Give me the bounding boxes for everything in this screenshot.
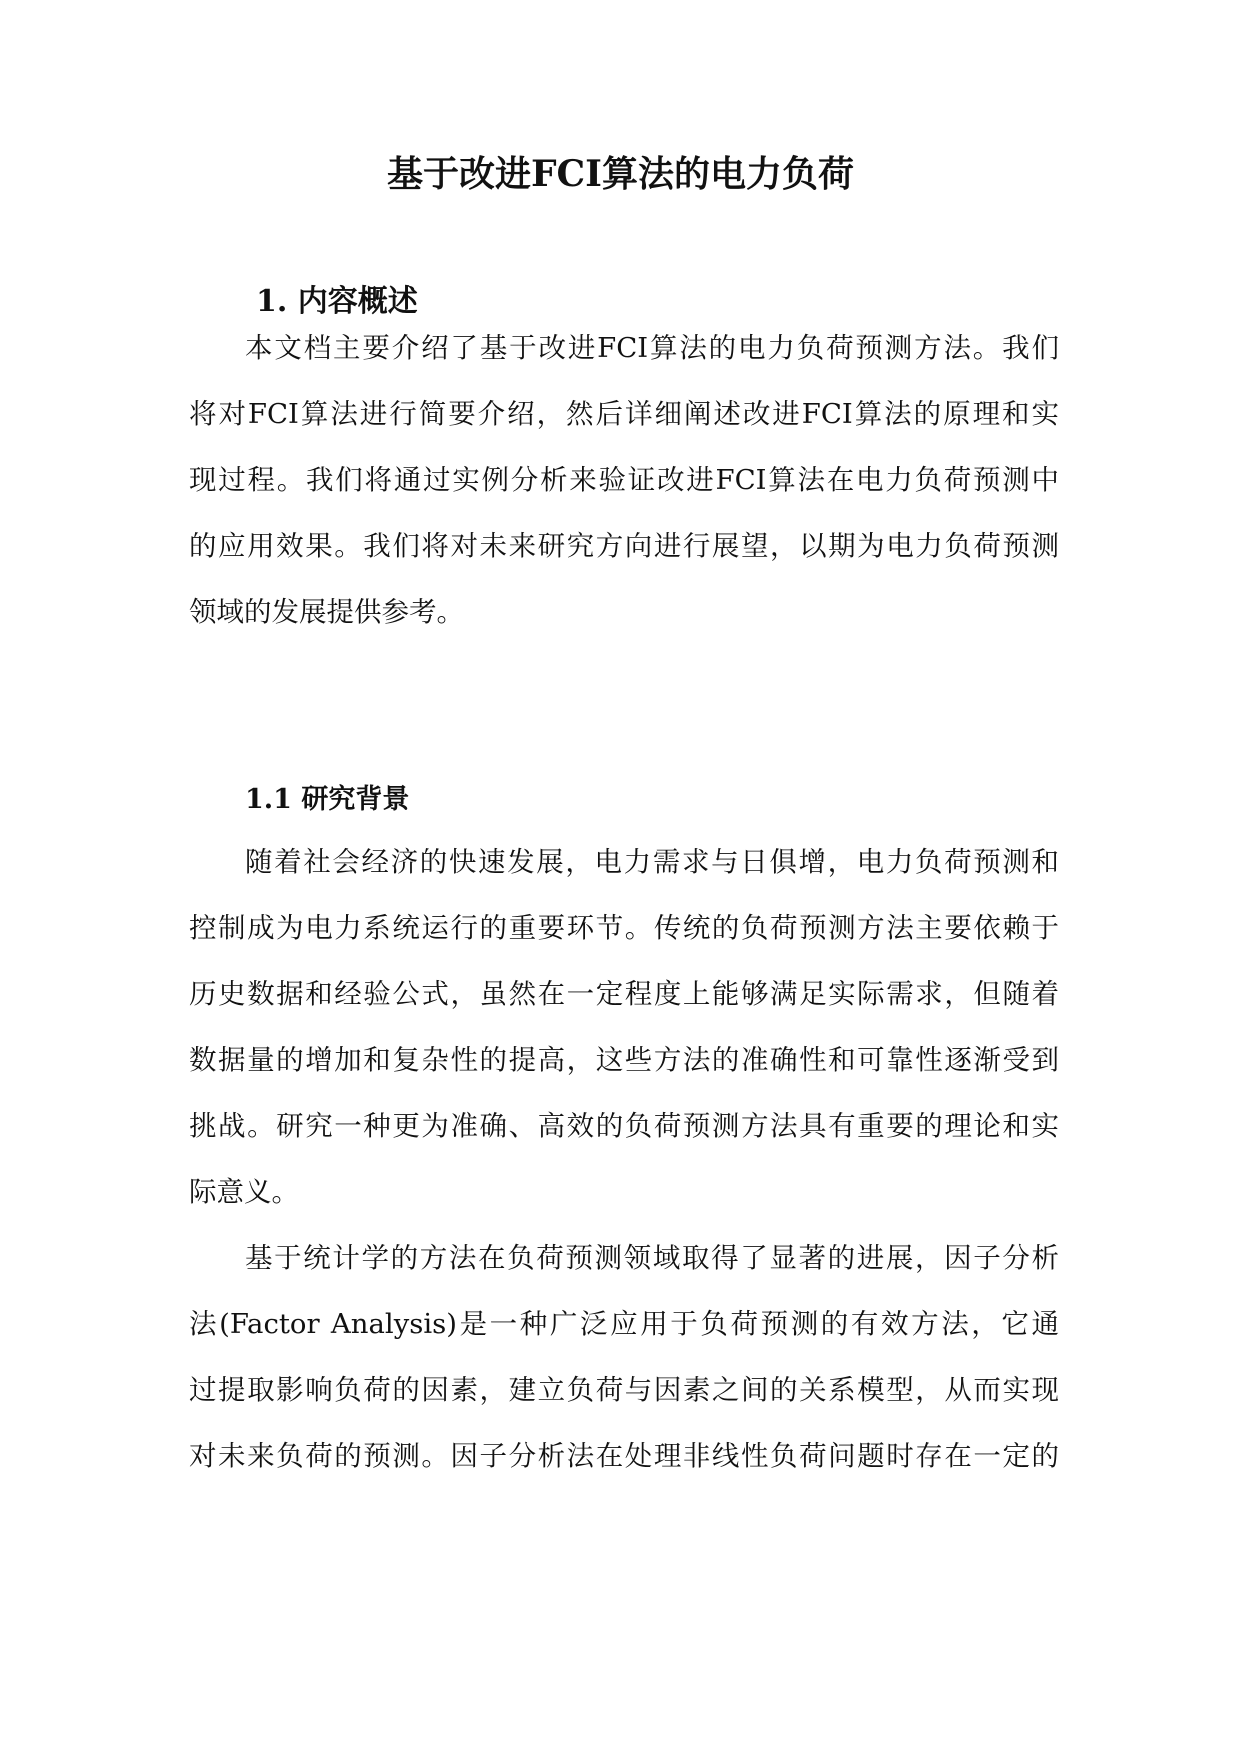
paragraph-line: 本文档主要介绍了基于改进FCI算法的电力负荷预测方法。我们 [245, 332, 1059, 364]
section-heading-1: 1. 内容概述 [256, 284, 418, 319]
section-heading-1-1: 1.1 研究背景 [245, 784, 410, 815]
paragraph-line: 基于统计学的方法在负荷预测领域取得了显著的进展，因子分析 [245, 1242, 1059, 1274]
paragraph-line: 领域的发展提供参考。 [189, 596, 464, 628]
paragraph-line: 将对FCI算法进行简要介绍，然后详细阐述改进FCI算法的原理和实 [189, 398, 1059, 430]
paragraph-line: 对未来负荷的预测。因子分析法在处理非线性负荷问题时存在一定的 [189, 1440, 1059, 1472]
paragraph-line: 历史数据和经验公式，虽然在一定程度上能够满足实际需求，但随着 [189, 978, 1059, 1010]
paragraph-line: 现过程。我们将通过实例分析来验证改进FCI算法在电力负荷预测中 [189, 464, 1059, 496]
paragraph-line: 挑战。研究一种更为准确、高效的负荷预测方法具有重要的理论和实 [189, 1110, 1059, 1142]
paragraph-line: 控制成为电力系统运行的重要环节。传统的负荷预测方法主要依赖于 [189, 912, 1059, 944]
paragraph-line: 过提取影响负荷的因素，建立负荷与因素之间的关系模型，从而实现 [189, 1374, 1059, 1406]
paragraph-line: 的应用效果。我们将对未来研究方向进行展望，以期为电力负荷预测 [189, 530, 1059, 562]
document-title: 基于改进FCI算法的电力负荷 [386, 153, 855, 195]
paragraph-line: 数据量的增加和复杂性的提高，这些方法的准确性和可靠性逐渐受到 [189, 1044, 1059, 1076]
paragraph-line: 法(Factor Analysis)是一种广泛应用于负荷预测的有效方法，它通 [189, 1308, 1059, 1340]
paragraph-line: 随着社会经济的快速发展，电力需求与日俱增，电力负荷预测和 [245, 846, 1059, 878]
paragraph-line: 际意义。 [189, 1176, 299, 1208]
